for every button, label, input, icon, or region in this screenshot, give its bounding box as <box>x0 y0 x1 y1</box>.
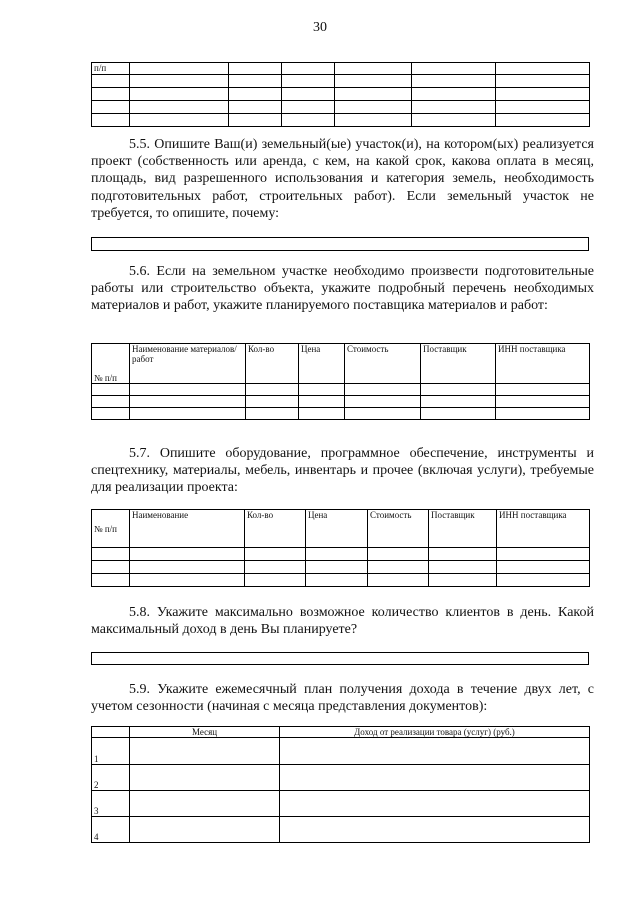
table-header-row <box>92 727 590 738</box>
row-number: 3 <box>92 791 130 817</box>
col-header-supplier: Поставщик <box>429 510 497 548</box>
income-plan-table <box>91 726 590 843</box>
col-header-supplier: Поставщик <box>421 344 496 384</box>
table-cell: п/п <box>92 63 130 75</box>
table-header-row <box>92 510 590 548</box>
col-header-month: Месяц <box>130 727 280 738</box>
land-plot-answer-field[interactable] <box>91 237 589 251</box>
question-5-9-text: 5.9. Укажите ежемесячный план получения дохода в течение двух лет, с учетом сезонности (начиная с месяца представления документов): <box>91 682 594 715</box>
page-number: 30 <box>313 20 327 35</box>
col-header-number: № п/п <box>92 344 130 384</box>
table-row <box>92 396 590 408</box>
question-5-8 <box>91 604 594 638</box>
question-5-7-text: 5.7. Опишите оборудование, программное обеспечение, инструменты и спецтехнику, материалы, мебель, инвентарь и прочее (включая услуги), требуемые для реализации проекта: <box>91 446 594 496</box>
col-header-name: Наименование материалов/работ <box>130 344 246 384</box>
col-header-price: Цена <box>306 510 368 548</box>
col-header-number: № п/п <box>92 510 130 548</box>
table-row <box>92 817 590 843</box>
col-header-income: Доход от реализации товара (услуг) (руб.) <box>280 727 590 738</box>
question-5-5-text: 5.5. Опишите Ваш(и) земельный(ые) участок(и), на котором(ых) реализуется проект (собственность или аренда, с кем, на какой срок, какова оплата в месяц, площадь, вид разрешенного использования и категория земель, необходимость подготовительных работ, строительных работ). Если земельный участок не требуется, то опишите, почему: <box>91 137 594 221</box>
table-row <box>92 548 590 561</box>
row-number: 2 <box>92 765 130 791</box>
table-header-row <box>92 344 590 384</box>
col-header-name: Наименование <box>130 510 245 548</box>
col-header-price: Цена <box>299 344 345 384</box>
col-header-cost: Стоимость <box>345 344 421 384</box>
table-row <box>92 101 590 114</box>
table-row <box>92 75 590 88</box>
table-row <box>92 408 590 420</box>
col-header-qty: Кол-во <box>245 510 306 548</box>
row-number: 1 <box>92 738 130 765</box>
table-row <box>92 574 590 587</box>
question-5-6 <box>91 263 594 315</box>
table-row <box>92 88 590 101</box>
col-header-inn: ИНН поставщика <box>496 344 590 384</box>
question-5-5 <box>91 136 594 222</box>
question-5-6-text: 5.6. Если на земельном участке необходимо произвести подготовительные работы или строительство объекта, укажите подробный перечень необходимых материалов и работ, укажите планируемого поставщика материалов и работ: <box>91 264 594 314</box>
equipment-table <box>91 509 590 587</box>
col-header-index <box>92 727 130 738</box>
question-5-9 <box>91 681 594 715</box>
table-row <box>92 114 590 127</box>
materials-table <box>91 343 590 420</box>
table-row <box>92 765 590 791</box>
clients-income-answer-field[interactable] <box>91 652 589 665</box>
table-row <box>92 561 590 574</box>
table-row <box>92 738 590 765</box>
table-row <box>92 791 590 817</box>
col-header-qty: Кол-во <box>246 344 299 384</box>
col-header-inn: ИНН поставщика <box>497 510 590 548</box>
row-number: 4 <box>92 817 130 843</box>
question-5-7 <box>91 445 594 497</box>
continued-table <box>91 62 590 127</box>
question-5-8-text: 5.8. Укажите максимально возможное количество клиентов в день. Какой максимальный доход в день Вы планируете? <box>91 605 594 638</box>
col-header-cost: Стоимость <box>368 510 429 548</box>
table-row <box>92 384 590 396</box>
